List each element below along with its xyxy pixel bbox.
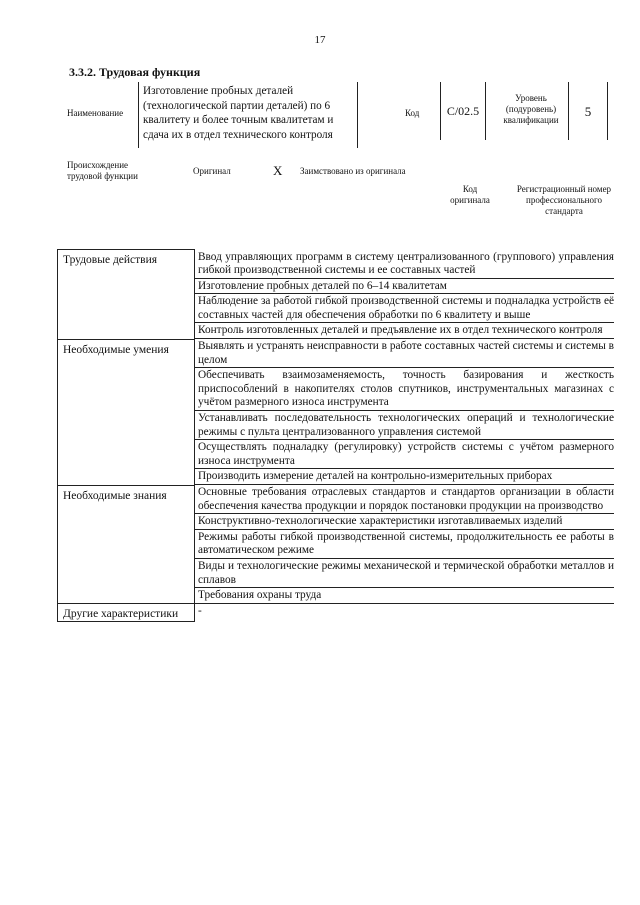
- section-row: [58, 485, 615, 604]
- list-item: Ввод управляющих программ в систему централизованного (группового) управления гибкой производственной системы и ее составных частей: [195, 250, 614, 279]
- section-items: [195, 339, 615, 485]
- section-row: [58, 604, 615, 622]
- section-items: [195, 485, 615, 604]
- reg-number-label: Регистрационный номер профессионального стандарта: [516, 184, 612, 216]
- section-items: [195, 250, 615, 340]
- qualification-level: 5: [568, 82, 608, 140]
- borrowed-label: Заимствовано из оригинала: [300, 166, 406, 176]
- page-number: 17: [314, 34, 326, 46]
- code-original-label: Код оригинала: [450, 184, 490, 205]
- section-title-other: Другие характеристики: [58, 604, 195, 622]
- original-label: Оригинал: [193, 166, 231, 176]
- origin-label: Происхождение трудовой функции: [67, 160, 138, 181]
- origin-row: [64, 160, 612, 230]
- original-mark: X: [273, 163, 283, 178]
- function-header: [64, 82, 612, 148]
- list-item: Обеспечивать взаимозаменяемость, точность базирования и жесткость приспособлений в накопителях столов спутников, инструментальных магазинах с учётом размерного износа инструмента: [195, 368, 614, 411]
- function-code: C/02.5: [440, 82, 486, 140]
- section-items: [195, 604, 615, 622]
- section-title-actions: Трудовые действия: [58, 250, 195, 340]
- code-label: Код: [405, 108, 420, 118]
- function-table: [57, 249, 614, 622]
- section-row: [58, 339, 615, 485]
- section-title: 3.3.2. Трудовая функция: [69, 65, 201, 79]
- name-label: Наименование: [67, 108, 124, 118]
- function-name: Изготовление пробных деталей (технологической партии деталей) по 6 квалитету и более точным квалитетам и сдача их в отдел технического контроля: [138, 82, 358, 148]
- list-item: Наблюдение за работой гибкой производственной системы и подналадка устройств её составных частей для обеспечения обработки по 6 квалитету и выше: [195, 294, 614, 323]
- list-item: Изготовление пробных деталей по 6–14 квалитетам: [195, 279, 614, 295]
- list-item: Производить измерение деталей на контрольно-измерительных приборах: [195, 469, 614, 485]
- list-item: Требования охраны труда: [195, 588, 614, 604]
- list-item: -: [198, 604, 202, 617]
- list-item: Осуществлять подналадку (регулировку) устройств системы с учётом размерного износа инструмента: [195, 440, 614, 469]
- list-item: Основные требования отраслевых стандартов и стандартов организации в области обеспечения качества продукции и порядок постановки продукции на производство: [195, 485, 614, 514]
- section-title-knowledge: Необходимые знания: [58, 485, 195, 604]
- list-item: Выявлять и устранять неисправности в работе составных частей системы и системы в целом: [195, 339, 614, 368]
- list-item: Устанавливать последовательность технологических операций и технологические режимы с пульта централизованного управления системой: [195, 411, 614, 440]
- list-item: Виды и технологические режимы механической и термической обработки металлов и сплавов: [195, 559, 614, 588]
- section-row: [58, 250, 615, 340]
- level-label: Уровень (подуровень) квалификации: [503, 93, 559, 125]
- list-item: Режимы работы гибкой производственной системы, продолжительность ее работы в автоматическом режиме: [195, 530, 614, 559]
- section-title-skills: Необходимые умения: [58, 339, 195, 485]
- list-item: Конструктивно-технологические характеристики изготавливаемых изделий: [195, 514, 614, 530]
- list-item: Контроль изготовленных деталей и предъявление их в отдел технического контроля: [195, 323, 614, 339]
